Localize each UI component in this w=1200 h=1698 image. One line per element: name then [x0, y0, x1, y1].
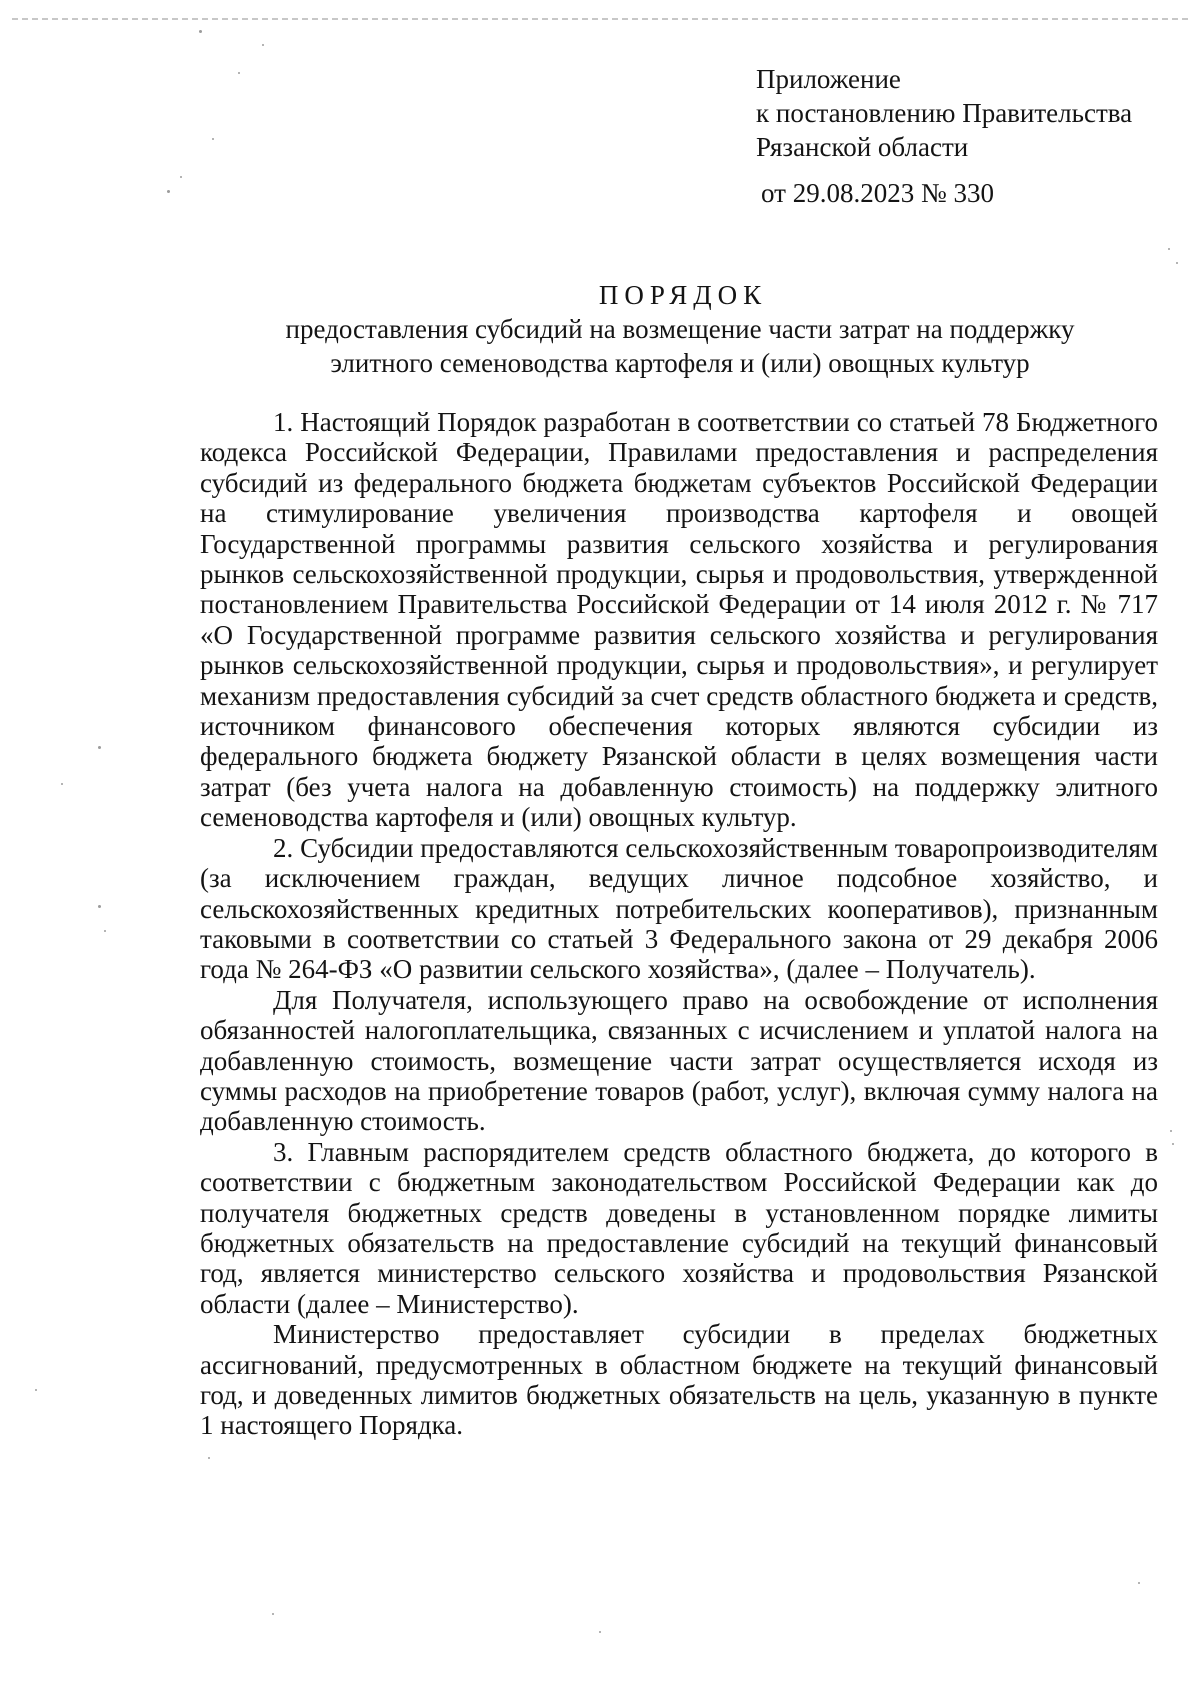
paragraph-2: 2. Субсидии предоставляются сельскохозяйственным товаропроизводителям (за исключением граждан, ведущих личное подсобное хозяйство, и сельскохозяйственных кредитных потребительских кооперативов), признанным таковыми в соответствии со статьей 3 Федерального закона от 29 декабря 2006 года № 264-ФЗ «О развитии сельского хозяйства», (далее – Получатель).: [200, 832, 1158, 985]
scan-speck: [1138, 1582, 1140, 1584]
paragraph-3-note: Министерство предоставляет субсидии в пределах бюджетных ассигнований, предусмотренных в областном бюджете на текущий финансовый год, и доведенных лимитов бюджетных обязательств на цель, указанную в пункте 1 настоящего Порядка.: [200, 1319, 1158, 1441]
document-body: [200, 407, 1158, 1441]
paragraph-1: 1. Настоящий Порядок разработан в соответствии со статьей 78 Бюджетного кодекса Российской Федерации, Правилами предоставления и распределения субсидий из федерального бюджета бюджетам субъектов Российской Федерации на стимулирование увеличения производства картофеля и овощей Государственной программы развития сельского хозяйства и регулирования рынков сельскохозяйственной продукции, сырья и продовольствия, утвержденной постановлением Правительства Российской Федерации от 14 июля 2012 г. № 717 «О Государственной программе развития сельского хозяйства и регулирования рынков сельскохозяйственной продукции, сырья и продовольствия», и регулирует механизм предоставления субсидий за счет средств областного бюджета и средств, источником финансового обеспечения которых являются субсидии из федерального бюджета бюджету Рязанской области в целях возмещения части затрат (без учета налога на добавленную стоимость) на поддержку элитного семеноводства картофеля и (или) овощных культур.: [200, 407, 1158, 833]
document-subtitle-line: предоставления субсидий на возмещение части затрат на поддержку: [285, 314, 1075, 344]
scan-speck: [180, 176, 182, 178]
scan-speck: [35, 1389, 37, 1391]
approval-date: от 29.08.2023 № 330: [761, 178, 994, 208]
scan-speck: [212, 138, 214, 140]
approval-block: [756, 62, 1176, 210]
scan-speck: [1168, 248, 1170, 250]
scan-speck: [1176, 262, 1178, 264]
scan-speck: [98, 746, 101, 749]
scan-speck: [199, 30, 202, 33]
document-title: ПОРЯДОК: [598, 280, 768, 310]
paragraph-3: 3. Главным распорядителем средств областного бюджета, до которого в соответствии с бюджетным законодательством Российской Федерации как до получателя бюджетных средств доведены в установленном порядке лимиты бюджетных обязательств на предоставление субсидий на текущий финансовый год, является министерство сельского хозяйства и продовольствия Рязанской области (далее – Министерство).: [200, 1136, 1158, 1319]
scan-speck: [104, 930, 106, 932]
scan-speck: [98, 905, 101, 908]
approval-line: к постановлению Правительства: [756, 98, 1133, 128]
scan-speck: [272, 1613, 274, 1615]
approval-line: Приложение: [756, 64, 901, 94]
document-title-block: [200, 278, 1160, 380]
scan-edge-artifact: [12, 18, 1188, 20]
scan-speck: [208, 1457, 210, 1459]
scan-speck: [238, 72, 240, 74]
scan-speck: [167, 190, 170, 193]
scan-speck: [1172, 1143, 1174, 1145]
document-subtitle-line: элитного семеноводства картофеля и (или) овощных культур: [330, 348, 1030, 378]
scan-speck: [599, 1631, 601, 1633]
approval-line: Рязанской области: [756, 132, 969, 162]
scan-speck: [1170, 1130, 1172, 1132]
scan-speck: [262, 44, 264, 46]
paragraph-2-note: Для Получателя, использующего право на освобождение от исполнения обязанностей налогоплательщика, связанных с исчислением и уплатой налога на добавленную стоимость, возмещение части затрат осуществляется исходя из суммы расходов на приобретение товаров (работ, услуг), включая сумму налога на добавленную стоимость.: [200, 984, 1158, 1137]
scan-speck: [61, 783, 63, 785]
